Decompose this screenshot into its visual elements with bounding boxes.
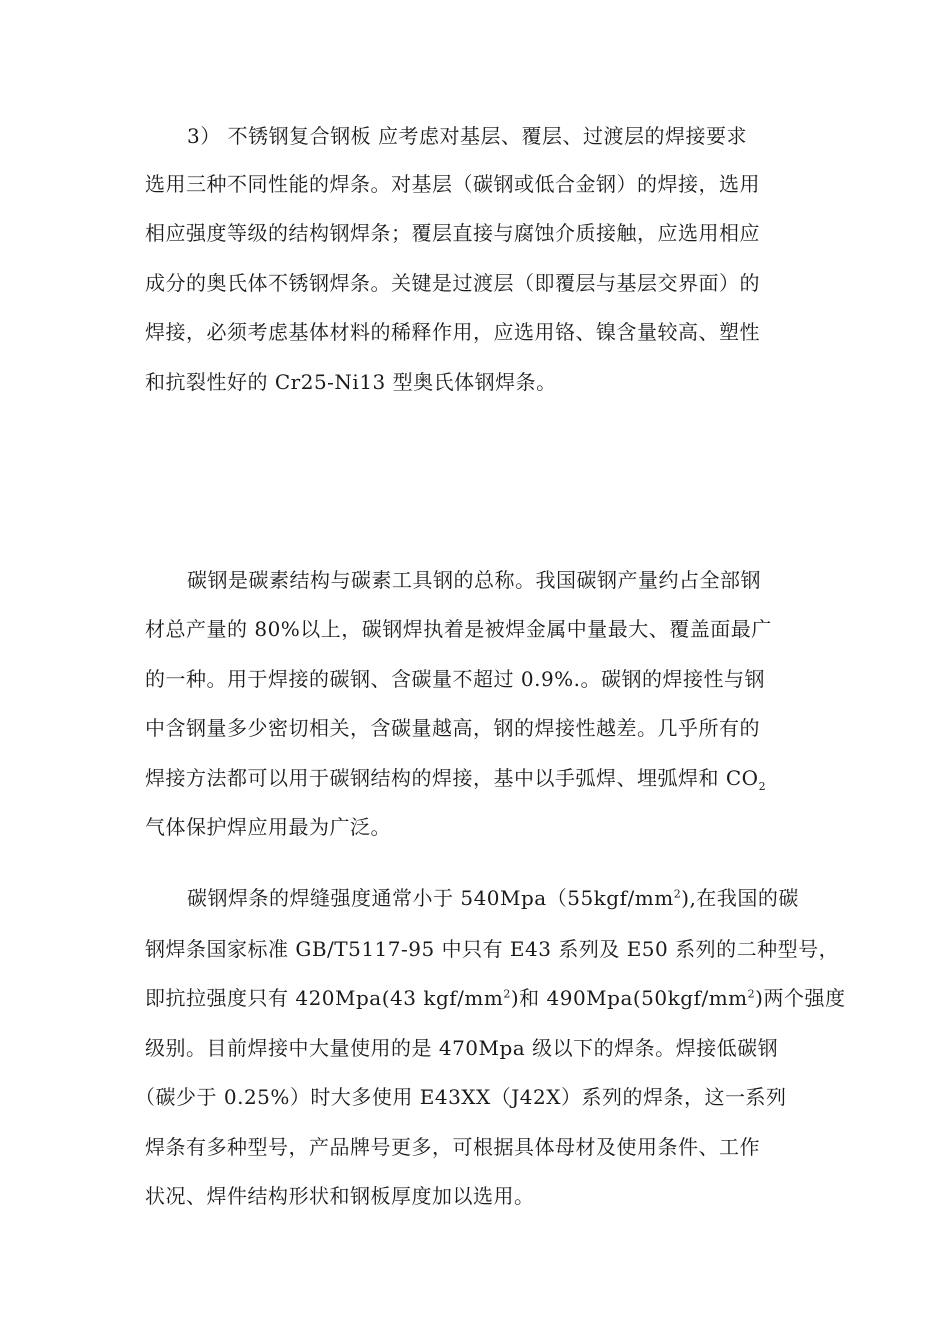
text-line: 焊接，必须考虑基体材料的稀释作用，应选用铬、镍含量较高、塑性 (145, 320, 760, 344)
text-segment: )和 490Mpa(50kgf/mm (510, 986, 748, 1010)
text-line: 状况、焊件结构形状和钢板厚度加以选用。 (145, 1184, 535, 1208)
text-segment: )两个强度 (755, 986, 846, 1010)
text-line (0, 985, 950, 1011)
text-segment: 即抗拉强度只有 420Mpa(43 kgf/mm (145, 986, 504, 1010)
text-line: （碳少于 0.25%）时大多使用 E43XX（J42X）系列的焊条，这一系列 (135, 1085, 787, 1109)
superscript: 2 (747, 987, 756, 1001)
text-line: 和抗裂性好的 Cr25-Ni13 型奥氏体钢焊条。 (145, 370, 557, 394)
text-line (0, 765, 950, 791)
text-line: 焊条有多种型号，产品牌号更多，可根据具体母材及使用条件、工作 (145, 1135, 760, 1159)
superscript: 2 (503, 987, 511, 1001)
text-segment: 碳钢焊条的焊缝强度通常小于 540Mpa（55kgf/mm (187, 886, 674, 910)
text-line: 中含钢量多少密切相关，含碳量越高，钢的焊接性越差。几乎所有的 (145, 716, 760, 740)
text-segment: 焊接方法都可以用于碳钢结构的焊接，基中以手弧焊、埋弧焊和 CO (145, 766, 759, 790)
text-line: 钢焊条国家标准 GB/T5117-95 中只有 E43 系列及 E50 系列的二种型号， (145, 937, 840, 961)
co2-subscript: 2 (758, 780, 767, 793)
text-line: 3） 不锈钢复合钢板 应考虑对基层、覆层、过渡层的焊接要求 (187, 124, 747, 148)
text-line: 材总产量的 80%以上，碳钢焊执着是被焊金属中量最大、覆盖面最广 (145, 617, 772, 641)
text-line: 的一种。用于焊接的碳钢、含碳量不超过 0.9%.。碳钢的焊接性与钢 (145, 667, 766, 691)
text-line: 气体保护焊应用最为广泛。 (145, 815, 391, 839)
text-line: 碳钢是碳素结构与碳素工具钢的总称。我国碳钢产量约占全部钢 (187, 568, 761, 592)
superscript: 2 (673, 887, 682, 901)
text-line: 成分的奥氏体不锈钢焊条。关键是过渡层（即覆层与基层交界面）的 (145, 271, 760, 295)
text-line (0, 885, 950, 911)
text-line: 相应强度等级的结构钢焊条；覆层直接与腐蚀介质接触，应选用相应 (145, 221, 760, 245)
text-line: 选用三种不同性能的焊条。对基层（碳钢或低合金钢）的焊接，选用 (145, 172, 760, 196)
text-line: 级别。目前焊接中大量使用的是 470Mpa 级以下的焊条。焊接低碳钢 (145, 1036, 779, 1060)
text-segment: ),在我国的碳 (681, 886, 799, 910)
